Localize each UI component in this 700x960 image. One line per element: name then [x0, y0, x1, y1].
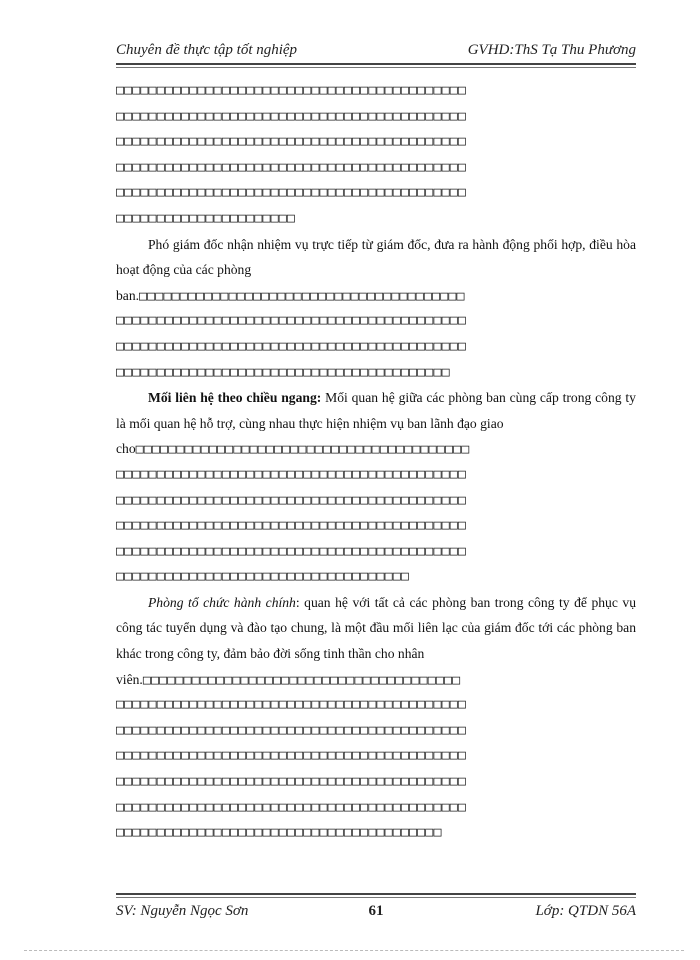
garbled-line: □□□□□□□□□□□□□□□□□□□□□□ [116, 210, 296, 226]
paragraph-tail-text: cho [116, 441, 136, 457]
garbled-line: □□□□□□□□□□□□□□□□□□□□□□□□□□□□□□□□□□□□□□□□□□□ [116, 748, 467, 764]
header-rule [116, 63, 636, 65]
paragraph-text: : quan hệ với tất cả các phòng ban trong công ty để phục vụ công tác tuyển dụng và đào tạo chung, là một đầu mối liên lạc của giám đốc tới các phòng ban khác trong công ty, đảm bảo đời sống tinh thần cho nhân [116, 594, 636, 662]
paragraph-tail-text: ban. [116, 287, 140, 303]
garbled-line: □□□□□□□□□□□□□□□□□□□□□□□□□□□□□□□□□□□□□□□□□ [116, 364, 450, 380]
paragraph-tail-line [116, 283, 636, 309]
paragraph-admin-dept [116, 590, 636, 667]
garbled-line: □□□□□□□□□□□□□□□□□□□□□□□□□□□□□□□□□□□□□□□□□□□ [116, 83, 467, 98]
garbled-line: □□□□□□□□□□□□□□□□□□□□□□□□□□□□□□□□□□□□□□□□□□□ [116, 185, 467, 201]
footer-class: Lớp: QTDN 56A [535, 903, 636, 919]
paragraph-vice-director [116, 232, 636, 283]
header-rule-thin [116, 67, 636, 68]
garbled-line: □□□□□□□□□□□□□□□□□□□□□□□□□□□□□□□□□□□□□□□□□□□ [116, 543, 467, 559]
paragraph-tail-line [116, 667, 636, 693]
paragraph-tail-text: viên. [116, 671, 143, 687]
garbled-line: □□□□□□□□□□□□□□□□□□□□□□□□□□□□□□□□□□□□□□□□□□□ [116, 466, 467, 482]
garbled-line: □□□□□□□□□□□□□□□□□□□□□□□□□□□□□□□□□□□□□□□□□□□ [116, 799, 467, 815]
footer-rule [116, 893, 636, 895]
paragraph-heading-bold: Mối liên hệ theo chiều ngang: [148, 390, 322, 406]
garbled-line: □□□□□□□□□□□□□□□□□□□□□□□□□□□□□□□□□□□□□□□□□□□ [116, 159, 467, 175]
paragraph-text: Mối quan hệ giữa các phòng ban cùng cấp trong công ty là mối quan hệ hỗ trợ, cùng nhau thực hiện nhiệm vụ ban lãnh đạo giao [116, 390, 636, 431]
paragraph-text: Phó giám đốc nhận nhiệm vụ trực tiếp từ giám đốc, đưa ra hành động phối hợp, điều hòa hoạt động của các phòng [116, 236, 636, 278]
garbled-run: □□□□□□□□□□□□□□□□□□□□□□□□□□□□□□□□□□□□□□□□ [139, 288, 465, 304]
garbled-line: □□□□□□□□□□□□□□□□□□□□□□□□□□□□□□□□□□□□□□□□□□□ [116, 338, 467, 354]
page-body [116, 78, 636, 846]
garbled-line: □□□□□□□□□□□□□□□□□□□□□□□□□□□□□□□□□□□□□□□□□□□ [116, 697, 467, 713]
garbled-line: □□□□□□□□□□□□□□□□□□□□□□□□□□□□□□□□□□□□□□□□□□□ [116, 722, 467, 738]
footer-student-name: SV: Nguyễn Ngọc Sơn [116, 903, 249, 919]
garbled-line: □□□□□□□□□□□□□□□□□□□□□□□□□□□□□□□□□□□□□□□□□□□ [116, 518, 467, 534]
garbled-line: □□□□□□□□□□□□□□□□□□□□□□□□□□□□□□□□□□□□□□□□□□□ [116, 108, 467, 124]
garbled-line: □□□□□□□□□□□□□□□□□□□□□□□□□□□□□□□□□□□□□□□□□□□ [116, 313, 467, 329]
header-right-advisor: GVHD:ThS Tạ Thu Phương [467, 42, 636, 58]
garbled-line: □□□□□□□□□□□□□□□□□□□□□□□□□□□□□□□□□□□□□□□□□□□ [116, 492, 467, 508]
paragraph-tail-line [116, 436, 636, 462]
page-header [116, 42, 636, 59]
paragraph-heading-italic: Phòng tổ chức hành chính [148, 594, 296, 610]
garbled-line: □□□□□□□□□□□□□□□□□□□□□□□□□□□□□□□□□□□□ [116, 569, 410, 585]
page-number: 61 [368, 903, 384, 919]
paragraph-horizontal-relations [116, 385, 636, 436]
garbled-line: □□□□□□□□□□□□□□□□□□□□□□□□□□□□□□□□□□□□□□□□□□□ [116, 774, 467, 790]
garbled-line: □□□□□□□□□□□□□□□□□□□□□□□□□□□□□□□□□□□□□□□□□□□ [116, 134, 467, 150]
page-edge-rule [24, 950, 684, 951]
header-left-title: Chuyên đề thực tập tốt nghiệp [116, 42, 298, 58]
garbled-line: □□□□□□□□□□□□□□□□□□□□□□□□□□□□□□□□□□□□□□□□ [116, 825, 442, 841]
garbled-run: □□□□□□□□□□□□□□□□□□□□□□□□□□□□□□□□□□□□□□□ [142, 672, 461, 688]
footer-rule-thin [116, 897, 636, 898]
garbled-run: □□□□□□□□□□□□□□□□□□□□□□□□□□□□□□□□□□□□□□□□□ [135, 442, 470, 458]
